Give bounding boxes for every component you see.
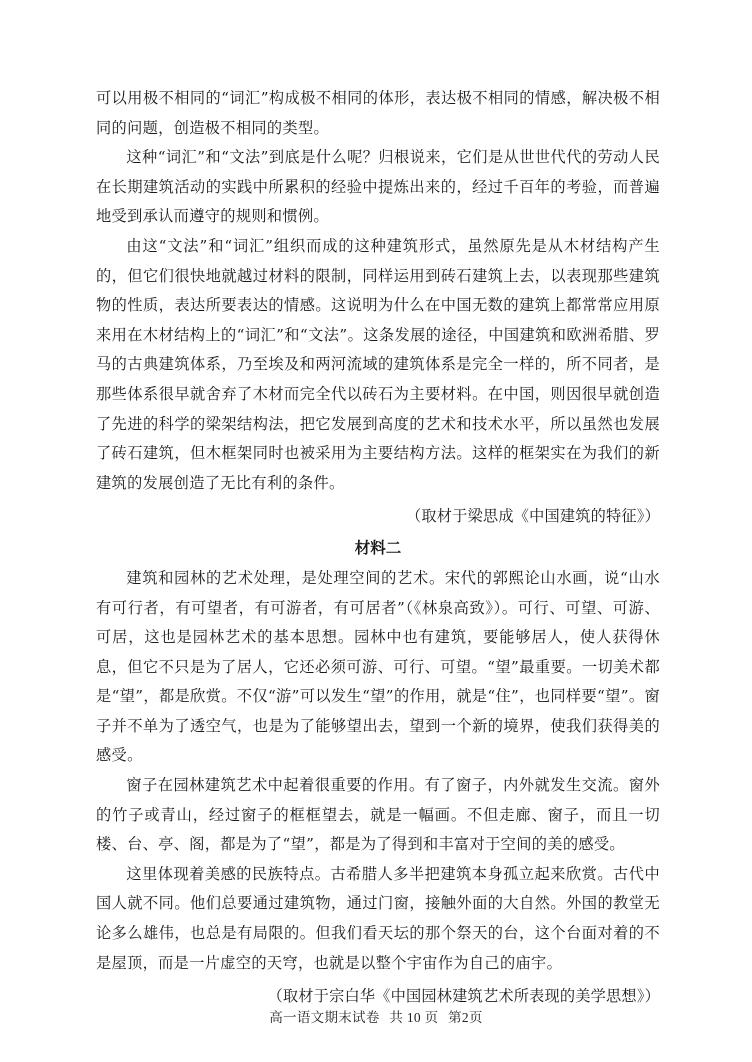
source-citation-one: （取材于梁思成《中国建筑的特征》） (406, 507, 660, 526)
paragraph-architecture-form: 由这“文法”和“词汇”组织而成的这种建筑形式，虽然原先是从木材结构产生的，但它们很快地就越过材料的限制，同样运用到砖石建筑上去，以表现那些建筑物的性质，表达所要表达的情感。这说明为什么在中国无数的建筑上都常常应用原来用在木材结构上的“词汇”和“文法”。这条发展的途径，中国建筑和欧洲希腊、罗马的古典建筑体系，乃至埃及和两河流域的建筑体系是完全一样的，所不同者，是那些体系很早就舍弃了木材而完全代以砖石为主要材料。在中国，则因很早就创造了先进的科学的梁架结构法，把它发展到高度的艺术和技术水平，所以虽然也发展了砖石建筑，但木框架同时也被采用为主要结构方法。这样的框架实在为我们的新建筑的发展创造了无比有利的条件。 (96, 236, 660, 492)
section-heading-material-two: 材料二 (354, 538, 402, 557)
paragraph-space-art: 建筑和园林的艺术处理，是处理空间的艺术。宋代的郭熙论山水画，说“山水有可行者，有可望者，有可游者，有可居者”（《林泉高致》）。可行、可望、可游、可居，这也是园林艺术的基本思想。园林中也有建筑，要能够居人，使人获得休息，但它不只是为了居人，它还必须可游、可行、可望。“望”最重要。一切美术都是“望”，都是欣赏。不仅“游”可以发生“望”的作用，就是“住”，也同样要“望”。窗子并不单为了透空气，也是为了能够望出去，望到一个新的境界，使我们获得美的感受。 (96, 568, 660, 765)
footer-total-pages: 共 10 页 (389, 1010, 439, 1025)
paragraph-windows: 窗子在园林建筑艺术中起着很重要的作用。有了窗子，内外就发生交流。窗外的竹子或青山，经过窗子的框框望去，就是一幅画。不但走廊、窗子，而且一切楼、台、亭、阁，都是为了“望”，都是为了得到和丰富对于空间的美的感受。 (96, 776, 660, 854)
source-citation-two: （取材于宗白华《中国园林建筑艺术所表现的美学思想》） (267, 987, 660, 1006)
page-footer (0, 1006, 752, 1026)
footer-page-number: 第2页 (448, 1010, 483, 1025)
footer-exam-title: 高一语文期末试卷 (269, 1010, 380, 1025)
paragraph-national-aesthetics: 这里体现着美感的民族特点。古希腊人多半把建筑本身孤立起来欣赏。古代中国人就不同。他们总要通过建筑物，通过门窗，接触外面的大自然。外国的教堂无论多么雄伟，也总是有局限的。但我们看天坛的那个祭天的台，这个台面对着的不是屋顶，而是一片虚空的天穹，也就是以整个宇宙作为自己的庙宇。 (96, 864, 660, 972)
paragraph-vocabulary-grammar: 这种“词汇”和“文法”到底是什么呢？归根说来，它们是从世世代代的劳动人民在长期建筑活动的实践中所累积的经验中提炼出来的，经过千百年的考验，而普遍地受到承认而遵守的规则和惯例。 (96, 148, 660, 226)
paragraph-continuation: 可以用极不相同的“词汇”构成极不相同的体形，表达极不相同的情感，解决极不相同的问题，创造极不相同的类型。 (96, 89, 660, 137)
document-body (96, 84, 660, 1012)
